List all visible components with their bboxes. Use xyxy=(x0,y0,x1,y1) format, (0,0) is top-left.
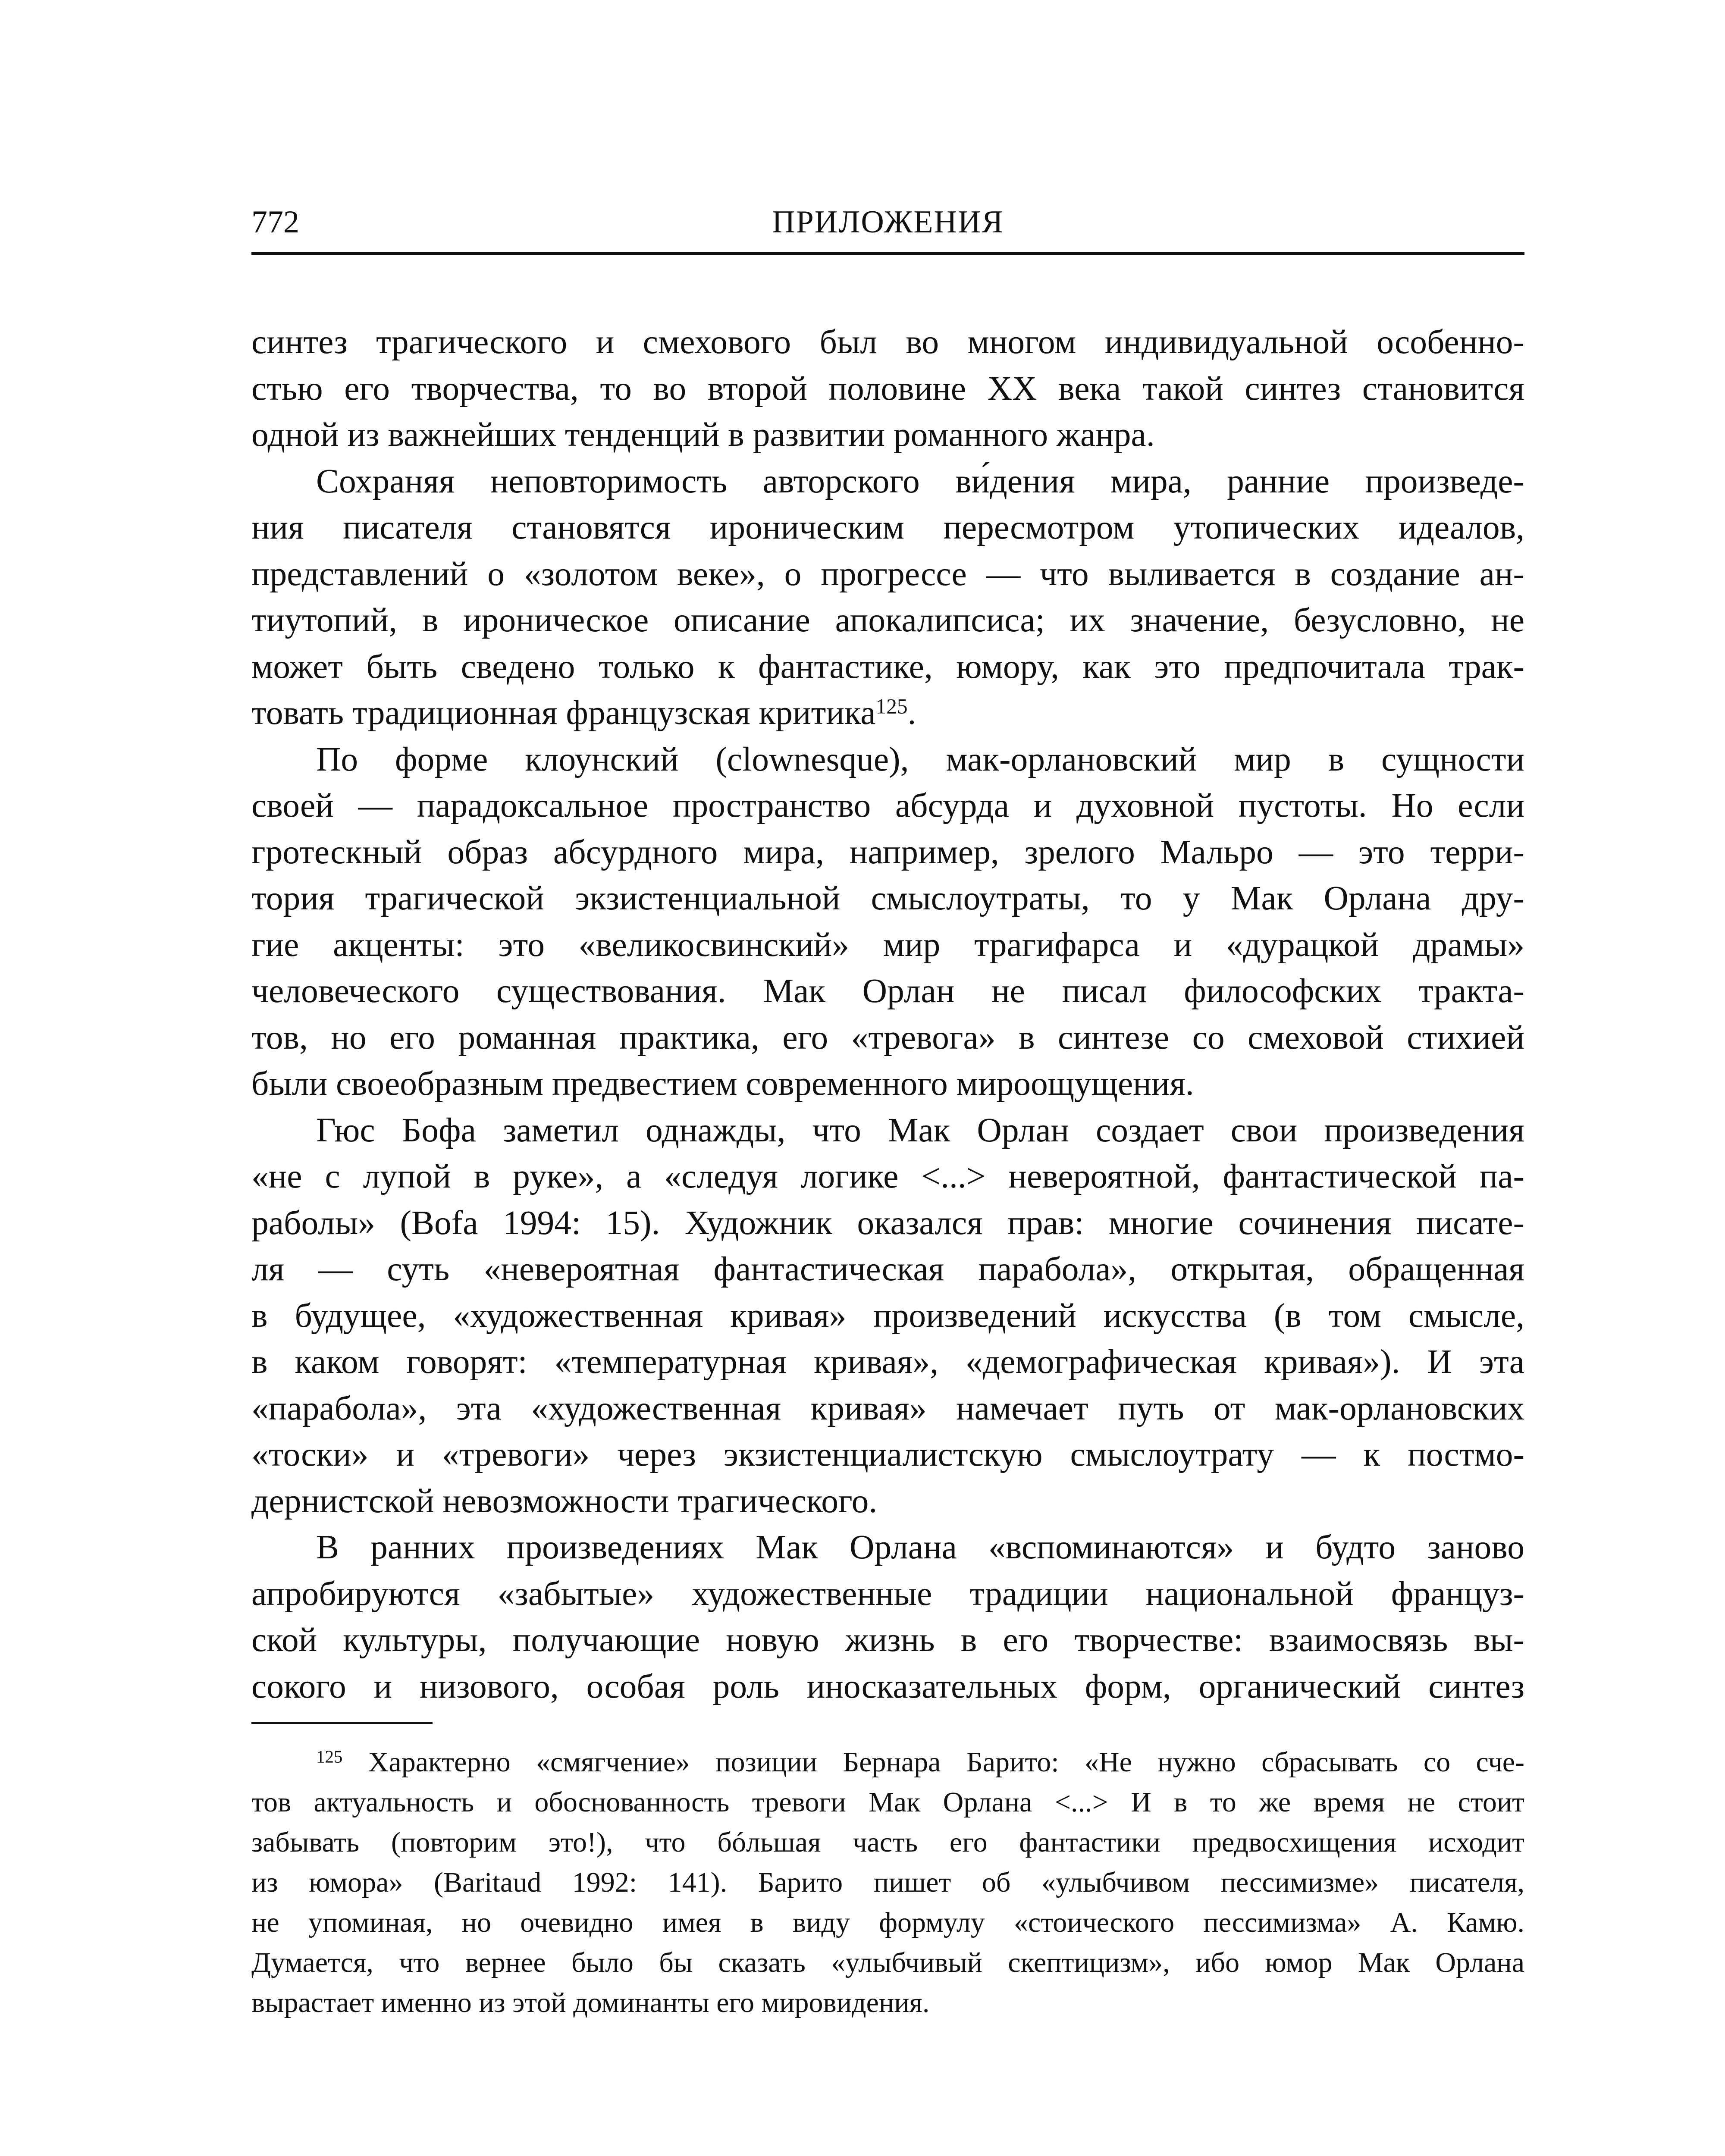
sentence-end: . xyxy=(907,694,916,732)
text-line: апробируются «забытые» художественные традиции национальной француз- xyxy=(251,1574,1524,1613)
text-line: Сохраняя неповторимость авторского ви́дения мира, ранние произведе- xyxy=(316,462,1524,500)
text-line: тория трагической экзистенциальной смыслоутраты, то у Мак Орлана дру- xyxy=(251,879,1524,917)
text-line: дернистской невозможности трагического. xyxy=(251,1482,878,1520)
text-line: В ранних произведениях Мак Орлана «вспоминаются» и будто заново xyxy=(316,1528,1524,1566)
text-line: гие акценты: это «великосвинский» мир трагифарса и «дурацкой драмы» xyxy=(251,925,1524,964)
main-text xyxy=(251,319,1524,1710)
footnote-line: вырастает именно из этой доминанты его мировидения. xyxy=(251,1987,930,2018)
text-line: тов, но его романная практика, его «тревога» в синтезе со смеховой стихией xyxy=(251,1018,1524,1056)
text-line: «парабола», эта «художественная кривая» намечает путь от мак-орлановских xyxy=(251,1389,1524,1427)
text-line-with-footnote xyxy=(251,690,1524,736)
footnote-line: Думается, что вернее было бы сказать «улыбчивый скептицизм», ибо юмор Мак Орлана xyxy=(251,1947,1524,1978)
text-line: в каком говорят: «температурная кривая», «демографическая кривая»). И эта xyxy=(251,1343,1524,1381)
section-title: ПРИЛОЖЕНИЯ xyxy=(772,204,1004,240)
page-number: 772 xyxy=(251,204,299,240)
footnote-line-content: Характерно «смягчение» позиции Бернара Барито: «Не нужно сбрасывать со сче- xyxy=(342,1746,1524,1778)
text-line: По форме клоунский (clownesque), мак-орлановский мир в сущности xyxy=(316,740,1524,778)
running-head xyxy=(251,198,1524,246)
text-line: тиутопий, в ироническое описание апокалипсиса; их значение, безусловно, не xyxy=(251,601,1524,639)
text-line: Гюс Бофа заметил однажды, что Мак Орлан создает свои произведения xyxy=(316,1111,1524,1149)
text-line: синтез трагического и смехового был во многом индивидуальной особенно- xyxy=(251,323,1524,361)
text-line: ля — суть «невероятная фантастическая парабола», открытая, обращенная xyxy=(251,1250,1524,1288)
text-line: сокого и низового, особая роль иносказательных форм, органический синтез xyxy=(251,1667,1524,1705)
text-line: «не с лупой в руке», а «следуя логике <...> невероятной, фантастической па- xyxy=(251,1157,1524,1195)
footnote-line: из юмора» (Baritaud 1992: 141). Барито пишет об «улыбчивом пессимизме» писателя, xyxy=(251,1867,1524,1898)
text-line: своей — парадоксальное пространство абсурда и духовной пустоты. Но если xyxy=(251,787,1524,824)
text-line: в будущее, «художественная кривая» произведений искусства (в том смысле, xyxy=(251,1296,1524,1335)
text-line: одной из важнейших тенденций в развитии романного жанра. xyxy=(251,416,1155,454)
footnote-125 xyxy=(251,1742,1524,2023)
text-line-content: товать традиционная французская критика xyxy=(251,694,876,732)
footnote-line: не упоминая, но очевидно имея в виду формулу «стоического пессимизма» А. Камю. xyxy=(251,1907,1524,1938)
footnote-line: тов актуальность и обоснованность тревоги Мак Орлана <...> И в то же время не стоит xyxy=(251,1786,1524,1818)
text-line: может быть сведено только к фантастике, юмору, как это предпочитала трак- xyxy=(251,647,1524,686)
text-line: «тоски» и «тревоги» через экзистенциалистскую смыслоутрату — к постмо- xyxy=(251,1435,1524,1473)
text-line: ской культуры, получающие новую жизнь в его творчестве: взаимосвязь вы- xyxy=(251,1621,1524,1659)
text-line: человеческого существования. Мак Орлан не писал философских тракта- xyxy=(251,972,1524,1010)
text-line: раболы» (Bofa 1994: 15). Художник оказался прав: многие сочинения писате- xyxy=(251,1203,1524,1242)
text-line: гротескный образ абсурдного мира, например, зрелого Мальро — это терри- xyxy=(251,833,1524,871)
text-line: ния писателя становятся ироническим пересмотром утопических идеалов, xyxy=(251,508,1524,546)
footnote-reference[interactable]: 125 xyxy=(875,694,908,718)
text-line: представлений о «золотом веке», о прогрессе — что выливается в создание ан- xyxy=(251,555,1524,593)
header-rule xyxy=(251,252,1524,255)
footnote-line xyxy=(251,1742,1524,1782)
text-line: стью его творчества, то во второй половине XX века такой синтез становится xyxy=(251,369,1524,407)
text-line: были своеобразным предвестием современного мироощущения. xyxy=(251,1065,1194,1103)
footnote-rule xyxy=(251,1722,433,1724)
footnote-number: 125 xyxy=(316,1747,343,1767)
footnote-line: забывать (повторим это!), что бóльшая часть его фантастики предвосхищения исходит xyxy=(251,1827,1524,1858)
